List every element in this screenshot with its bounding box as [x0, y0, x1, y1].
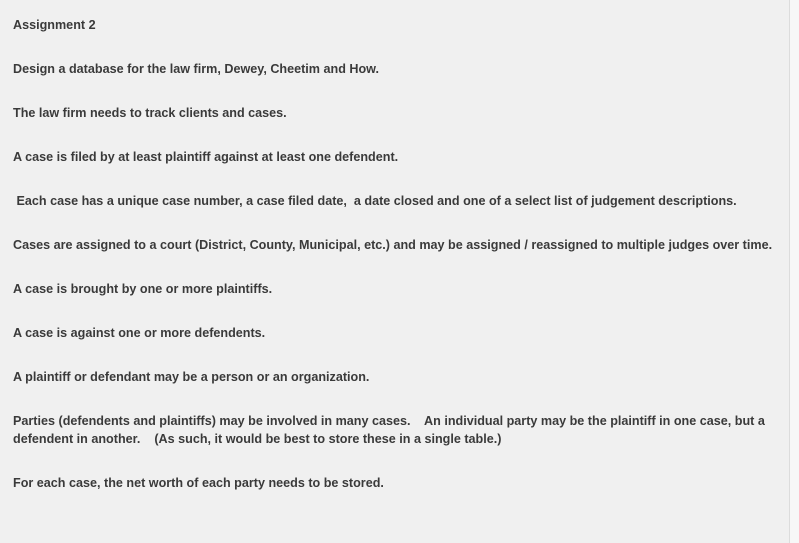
paragraph-person-or-organization: A plaintiff or defendant may be a person or an organization. [13, 370, 370, 384]
paragraph-track-clients: The law firm needs to track clients and cases. [13, 106, 287, 120]
paragraph-plaintiffs: A case is brought by one or more plaintiffs. [13, 282, 273, 296]
paragraph-court-assignment: Cases are assigned to a court (District, County, Municipal, etc.) and may be assigned / reassigned to multiple judges over time. [13, 238, 773, 252]
paragraph-parties: Parties (defendents and plaintiffs) may be involved in many cases. An individual party may be the plaintiff in one case, but a defendent in another. (As such, it would be best to store these in a single table.) [13, 414, 769, 446]
paragraph-net-worth: For each case, the net worth of each party needs to be stored. [13, 476, 384, 490]
assignment-document [13, 16, 773, 492]
document-title: Assignment 2 [13, 18, 96, 32]
paragraph-case-filed: A case is filed by at least plaintiff against at least one defendent. [13, 150, 399, 164]
vertical-scrollbar[interactable] [789, 0, 799, 543]
paragraph-case-number: Each case has a unique case number, a case filed date, a date closed and one of a select list of judgement descriptions. [13, 194, 737, 208]
paragraph-defendents: A case is against one or more defendents. [13, 326, 266, 340]
paragraph-design-database: Design a database for the law firm, Dewey, Cheetim and How. [13, 62, 380, 76]
